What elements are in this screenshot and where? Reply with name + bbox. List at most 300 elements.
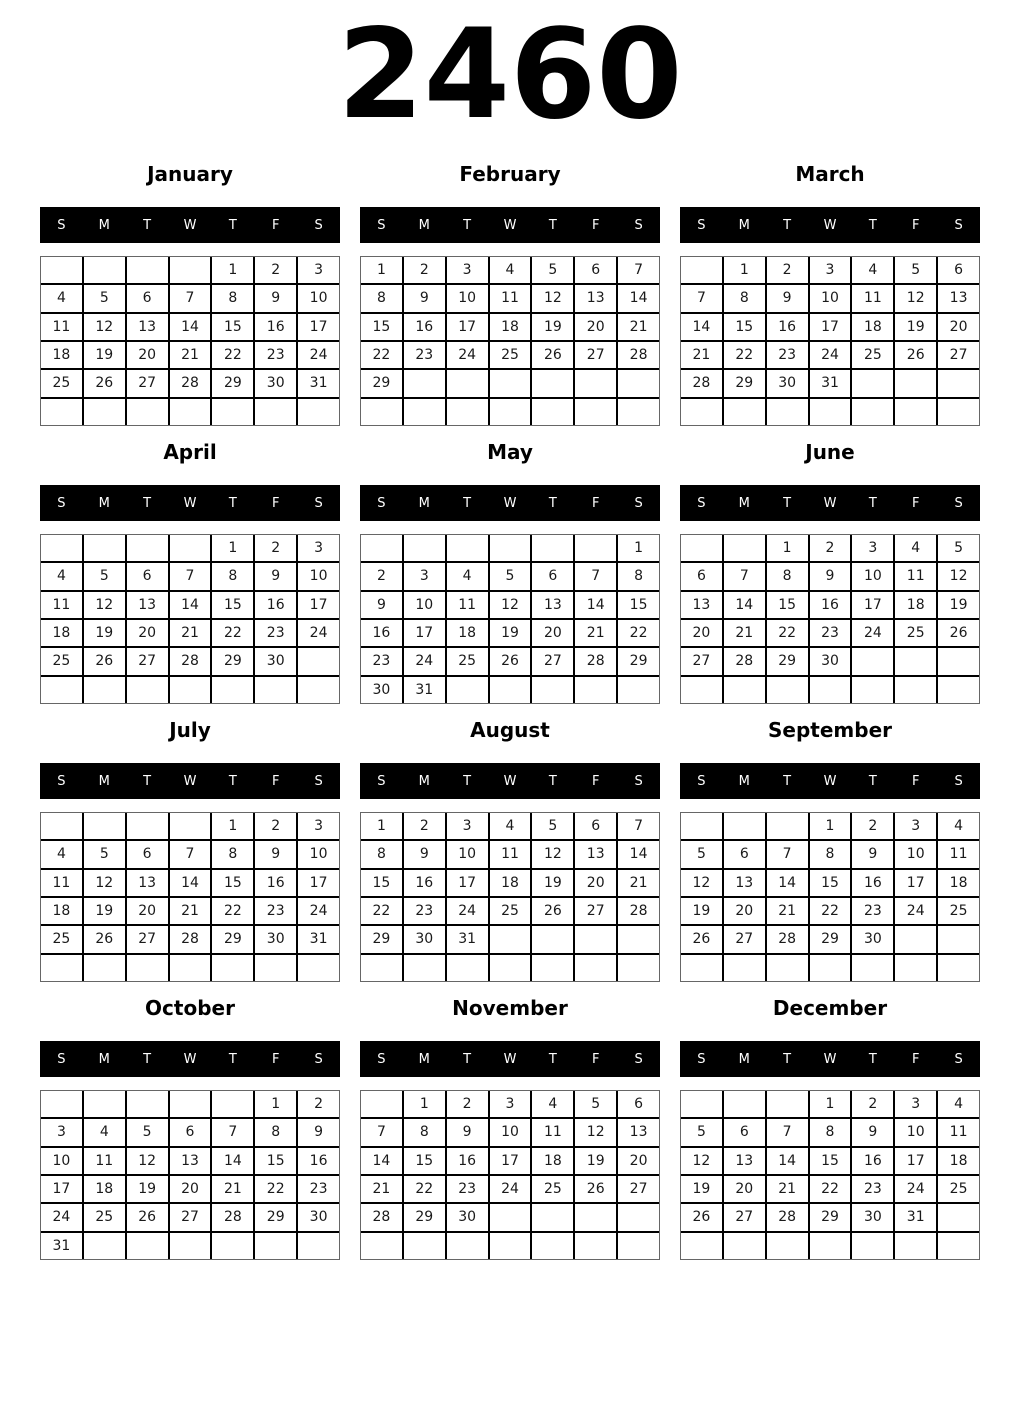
day-cell: 15 [724, 314, 765, 340]
day-cell-empty [681, 955, 722, 981]
day-cell: 11 [41, 870, 82, 896]
day-cell: 6 [170, 1119, 211, 1145]
day-cell: 4 [84, 1119, 125, 1145]
day-cell: 17 [447, 870, 488, 896]
day-cell-empty [532, 1204, 573, 1230]
weekday-label: M [738, 495, 750, 511]
day-cell: 30 [767, 370, 808, 396]
day-cell: 1 [255, 1091, 296, 1117]
day-cell: 27 [575, 898, 616, 924]
day-cell-empty [447, 370, 488, 396]
day-cell: 27 [127, 926, 168, 952]
day-cell: 24 [895, 898, 936, 924]
day-cell-empty [84, 1233, 125, 1259]
day-cell: 17 [404, 620, 445, 646]
day-cell: 15 [361, 870, 402, 896]
day-cell-empty [41, 535, 82, 561]
day-cell: 15 [767, 592, 808, 618]
day-cell-empty [938, 1204, 979, 1230]
day-cell-empty [767, 813, 808, 839]
weekday-header-row [680, 485, 980, 521]
day-cell-empty [447, 955, 488, 981]
day-cell: 10 [404, 592, 445, 618]
day-cell: 11 [852, 285, 893, 311]
day-cell-empty [490, 955, 531, 981]
day-cell: 29 [724, 370, 765, 396]
day-cell: 12 [681, 870, 722, 896]
day-cell: 29 [810, 1204, 851, 1230]
day-cell: 16 [447, 1148, 488, 1174]
day-cell-empty [575, 370, 616, 396]
day-cell-empty [618, 1204, 659, 1230]
day-cell: 23 [255, 898, 296, 924]
weekday-label: S [954, 773, 963, 789]
day-grid [360, 812, 660, 982]
day-cell: 7 [767, 1119, 808, 1145]
day-cell: 30 [255, 926, 296, 952]
day-cell: 11 [938, 841, 979, 867]
day-cell: 2 [810, 535, 851, 561]
day-cell: 27 [127, 370, 168, 396]
day-cell: 19 [84, 620, 125, 646]
day-cell: 8 [767, 563, 808, 589]
day-cell-empty [404, 955, 445, 981]
day-cell: 12 [84, 592, 125, 618]
day-cell: 18 [84, 1176, 125, 1202]
day-cell: 23 [852, 898, 893, 924]
day-cell: 19 [681, 898, 722, 924]
day-cell: 24 [41, 1204, 82, 1230]
day-cell-empty [852, 370, 893, 396]
day-cell: 5 [84, 285, 125, 311]
day-cell-empty [724, 677, 765, 703]
day-cell: 10 [447, 841, 488, 867]
day-cell: 4 [41, 841, 82, 867]
day-cell: 2 [255, 813, 296, 839]
day-cell: 24 [404, 648, 445, 674]
day-cell-empty [404, 399, 445, 425]
day-cell: 18 [41, 620, 82, 646]
day-cell: 29 [618, 648, 659, 674]
weekday-label: T [868, 495, 877, 511]
day-cell-empty [127, 955, 168, 981]
day-cell-empty [361, 1233, 402, 1259]
day-cell: 15 [810, 1148, 851, 1174]
weekday-label: T [548, 1051, 557, 1067]
month-december [680, 984, 980, 1262]
weekday-label: S [954, 495, 963, 511]
weekday-label: M [738, 1051, 750, 1067]
day-cell: 31 [895, 1204, 936, 1230]
day-cell: 1 [404, 1091, 445, 1117]
weekday-label: M [418, 217, 430, 233]
day-cell: 14 [618, 841, 659, 867]
day-cell: 21 [618, 314, 659, 340]
day-cell: 6 [938, 257, 979, 283]
day-cell: 3 [447, 257, 488, 283]
day-cell: 11 [490, 841, 531, 867]
day-cell: 23 [255, 342, 296, 368]
day-cell: 16 [767, 314, 808, 340]
day-cell-empty [170, 257, 211, 283]
day-cell: 31 [404, 677, 445, 703]
day-cell: 6 [575, 813, 616, 839]
day-cell-empty [212, 1233, 253, 1259]
day-cell-empty [170, 1233, 211, 1259]
day-cell: 12 [490, 592, 531, 618]
day-grid [360, 1090, 660, 1260]
day-cell: 7 [767, 841, 808, 867]
day-cell: 11 [41, 592, 82, 618]
day-cell-empty [724, 399, 765, 425]
day-cell: 24 [298, 620, 339, 646]
day-cell: 17 [447, 314, 488, 340]
day-cell: 18 [938, 1148, 979, 1174]
day-cell: 26 [127, 1204, 168, 1230]
day-cell: 23 [447, 1176, 488, 1202]
day-cell: 31 [298, 370, 339, 396]
day-cell-empty [575, 926, 616, 952]
day-cell: 13 [532, 592, 573, 618]
day-cell: 7 [170, 563, 211, 589]
day-cell: 22 [767, 620, 808, 646]
day-cell: 18 [490, 314, 531, 340]
day-cell: 10 [810, 285, 851, 311]
day-cell: 26 [84, 926, 125, 952]
month-title: April [163, 439, 217, 464]
day-cell: 24 [298, 342, 339, 368]
day-cell: 17 [490, 1148, 531, 1174]
day-cell-empty [575, 955, 616, 981]
day-grid [40, 1090, 340, 1260]
day-cell: 12 [938, 563, 979, 589]
day-cell-empty [41, 399, 82, 425]
weekday-label: W [823, 495, 837, 511]
day-cell: 5 [84, 841, 125, 867]
day-cell: 4 [447, 563, 488, 589]
day-cell-empty [212, 1091, 253, 1117]
day-cell: 17 [41, 1176, 82, 1202]
day-cell: 28 [618, 342, 659, 368]
day-cell-empty [41, 1091, 82, 1117]
day-cell: 15 [618, 592, 659, 618]
day-cell: 11 [447, 592, 488, 618]
day-cell-empty [938, 926, 979, 952]
day-cell-empty [127, 535, 168, 561]
weekday-label: F [591, 1051, 600, 1067]
day-cell: 20 [127, 898, 168, 924]
day-cell: 2 [298, 1091, 339, 1117]
day-cell: 3 [447, 813, 488, 839]
day-cell-empty [895, 677, 936, 703]
day-cell: 20 [724, 1176, 765, 1202]
month-title: November [452, 995, 568, 1020]
day-cell-empty [681, 1091, 722, 1117]
day-cell: 15 [361, 314, 402, 340]
day-cell-empty [490, 677, 531, 703]
year-title: 2460 [337, 3, 683, 147]
day-cell: 21 [767, 898, 808, 924]
day-cell: 6 [532, 563, 573, 589]
day-cell: 15 [255, 1148, 296, 1174]
day-cell: 11 [532, 1119, 573, 1145]
weekday-label: S [314, 1051, 323, 1067]
day-cell-empty [938, 399, 979, 425]
day-cell-empty [767, 955, 808, 981]
day-cell: 12 [895, 285, 936, 311]
weekday-label: W [183, 217, 197, 233]
day-cell: 5 [681, 841, 722, 867]
day-cell: 2 [404, 257, 445, 283]
day-cell: 27 [724, 1204, 765, 1230]
day-cell: 25 [84, 1204, 125, 1230]
day-cell-empty [490, 370, 531, 396]
day-cell: 10 [41, 1148, 82, 1174]
day-cell: 9 [852, 1119, 893, 1145]
weekday-label: F [911, 1051, 920, 1067]
weekday-label: F [271, 1051, 280, 1067]
weekday-label: S [377, 217, 386, 233]
weekday-label: W [503, 495, 517, 511]
day-cell: 1 [618, 535, 659, 561]
day-cell: 19 [532, 870, 573, 896]
day-cell-empty [127, 399, 168, 425]
day-cell-empty [724, 1233, 765, 1259]
day-cell: 23 [404, 342, 445, 368]
day-cell: 26 [575, 1176, 616, 1202]
month-title: May [487, 439, 533, 464]
day-cell: 30 [255, 370, 296, 396]
day-cell: 6 [681, 563, 722, 589]
weekday-label: S [634, 217, 643, 233]
day-cell: 3 [41, 1119, 82, 1145]
day-cell: 22 [810, 1176, 851, 1202]
weekday-label: T [548, 495, 557, 511]
day-cell-empty [532, 399, 573, 425]
day-cell: 1 [361, 257, 402, 283]
day-cell: 15 [810, 870, 851, 896]
month-april [40, 428, 340, 706]
day-cell: 5 [127, 1119, 168, 1145]
day-cell: 18 [447, 620, 488, 646]
day-cell: 18 [41, 342, 82, 368]
day-cell: 22 [212, 898, 253, 924]
day-cell-empty [575, 1233, 616, 1259]
day-cell-empty [938, 1233, 979, 1259]
weekday-label: F [911, 773, 920, 789]
day-cell: 4 [490, 813, 531, 839]
day-cell: 8 [404, 1119, 445, 1145]
day-cell: 28 [724, 648, 765, 674]
day-cell: 23 [767, 342, 808, 368]
day-cell: 9 [852, 841, 893, 867]
day-cell: 5 [938, 535, 979, 561]
weekday-header-row [360, 763, 660, 799]
day-grid [40, 534, 340, 704]
day-cell: 12 [532, 285, 573, 311]
day-cell: 3 [852, 535, 893, 561]
day-cell: 30 [852, 926, 893, 952]
month-title: July [169, 717, 211, 742]
day-cell: 23 [361, 648, 402, 674]
day-cell-empty [681, 535, 722, 561]
day-cell-empty [404, 1233, 445, 1259]
day-cell: 20 [532, 620, 573, 646]
day-grid [360, 256, 660, 426]
weekday-label: T [783, 217, 792, 233]
day-cell: 1 [810, 813, 851, 839]
day-cell: 26 [895, 342, 936, 368]
day-cell: 9 [255, 563, 296, 589]
day-cell-empty [852, 677, 893, 703]
weekday-label: S [377, 1051, 386, 1067]
day-cell: 10 [298, 841, 339, 867]
day-cell-empty [895, 955, 936, 981]
day-cell: 7 [575, 563, 616, 589]
day-cell: 20 [575, 870, 616, 896]
day-cell: 19 [490, 620, 531, 646]
day-cell: 20 [170, 1176, 211, 1202]
weekday-label: M [738, 773, 750, 789]
weekday-label: W [823, 217, 837, 233]
weekday-label: S [634, 495, 643, 511]
day-cell-empty [724, 1091, 765, 1117]
day-cell: 22 [810, 898, 851, 924]
day-cell: 2 [361, 563, 402, 589]
weekday-label: S [57, 217, 66, 233]
day-cell: 17 [895, 1148, 936, 1174]
month-title: February [459, 161, 561, 186]
day-cell: 16 [852, 870, 893, 896]
day-grid [680, 1090, 980, 1260]
day-grid [680, 534, 980, 704]
day-cell: 24 [895, 1176, 936, 1202]
day-cell-empty [447, 399, 488, 425]
day-cell-empty [681, 257, 722, 283]
day-cell: 8 [810, 1119, 851, 1145]
day-cell: 5 [895, 257, 936, 283]
weekday-label: M [418, 495, 430, 511]
weekday-label: S [57, 773, 66, 789]
day-cell: 22 [255, 1176, 296, 1202]
day-cell: 4 [532, 1091, 573, 1117]
day-cell: 24 [810, 342, 851, 368]
weekday-label: T [548, 217, 557, 233]
day-cell: 14 [170, 592, 211, 618]
day-cell-empty [255, 1233, 296, 1259]
day-cell: 17 [895, 870, 936, 896]
day-cell: 6 [127, 563, 168, 589]
day-cell-empty [575, 1204, 616, 1230]
weekday-label: S [697, 495, 706, 511]
day-cell-empty [84, 257, 125, 283]
day-cell: 12 [84, 314, 125, 340]
day-cell: 26 [490, 648, 531, 674]
day-cell: 4 [938, 813, 979, 839]
day-cell: 8 [255, 1119, 296, 1145]
day-cell: 19 [127, 1176, 168, 1202]
day-cell: 29 [361, 926, 402, 952]
weekday-label: T [143, 1051, 152, 1067]
day-cell: 30 [447, 1204, 488, 1230]
day-cell-empty [810, 955, 851, 981]
day-cell-empty [170, 1091, 211, 1117]
day-cell: 7 [724, 563, 765, 589]
day-cell: 5 [575, 1091, 616, 1117]
month-february [360, 150, 660, 428]
weekday-label: T [463, 217, 472, 233]
month-title: January [147, 161, 233, 186]
day-cell-empty [532, 1233, 573, 1259]
day-cell-empty [41, 955, 82, 981]
day-cell-empty [767, 1233, 808, 1259]
day-cell-empty [404, 370, 445, 396]
day-cell: 25 [490, 898, 531, 924]
day-cell: 27 [532, 648, 573, 674]
day-cell: 30 [810, 648, 851, 674]
day-cell: 2 [447, 1091, 488, 1117]
weekday-label: T [463, 773, 472, 789]
day-cell-empty [490, 1233, 531, 1259]
day-cell-empty [170, 399, 211, 425]
day-cell: 9 [298, 1119, 339, 1145]
day-cell: 2 [404, 813, 445, 839]
weekday-label: S [314, 495, 323, 511]
day-cell: 24 [298, 898, 339, 924]
day-cell-empty [895, 648, 936, 674]
weekday-label: S [377, 773, 386, 789]
day-cell: 20 [681, 620, 722, 646]
day-cell: 28 [170, 648, 211, 674]
day-cell: 26 [938, 620, 979, 646]
day-cell: 30 [298, 1204, 339, 1230]
day-cell-empty [84, 399, 125, 425]
day-cell: 20 [575, 314, 616, 340]
month-march [680, 150, 980, 428]
day-cell-empty [618, 955, 659, 981]
day-cell: 25 [490, 342, 531, 368]
weekday-label: F [911, 217, 920, 233]
day-cell-empty [127, 257, 168, 283]
day-cell-empty [447, 677, 488, 703]
day-cell-empty [212, 677, 253, 703]
day-cell-empty [938, 648, 979, 674]
day-cell: 4 [490, 257, 531, 283]
day-cell: 15 [212, 592, 253, 618]
day-cell-empty [41, 813, 82, 839]
day-cell: 19 [681, 1176, 722, 1202]
day-cell: 18 [490, 870, 531, 896]
day-cell: 22 [212, 620, 253, 646]
day-cell: 16 [810, 592, 851, 618]
day-cell: 4 [895, 535, 936, 561]
day-cell: 23 [298, 1176, 339, 1202]
day-cell: 23 [852, 1176, 893, 1202]
day-cell: 19 [84, 342, 125, 368]
day-cell: 24 [852, 620, 893, 646]
day-cell: 17 [298, 870, 339, 896]
weekday-label: T [228, 495, 237, 511]
day-cell-empty [84, 535, 125, 561]
day-cell: 18 [938, 870, 979, 896]
weekday-label: T [548, 773, 557, 789]
day-cell: 13 [127, 870, 168, 896]
day-cell-empty [361, 399, 402, 425]
day-cell-empty [618, 399, 659, 425]
day-cell-empty [532, 926, 573, 952]
day-cell: 6 [575, 257, 616, 283]
day-cell-empty [490, 1204, 531, 1230]
